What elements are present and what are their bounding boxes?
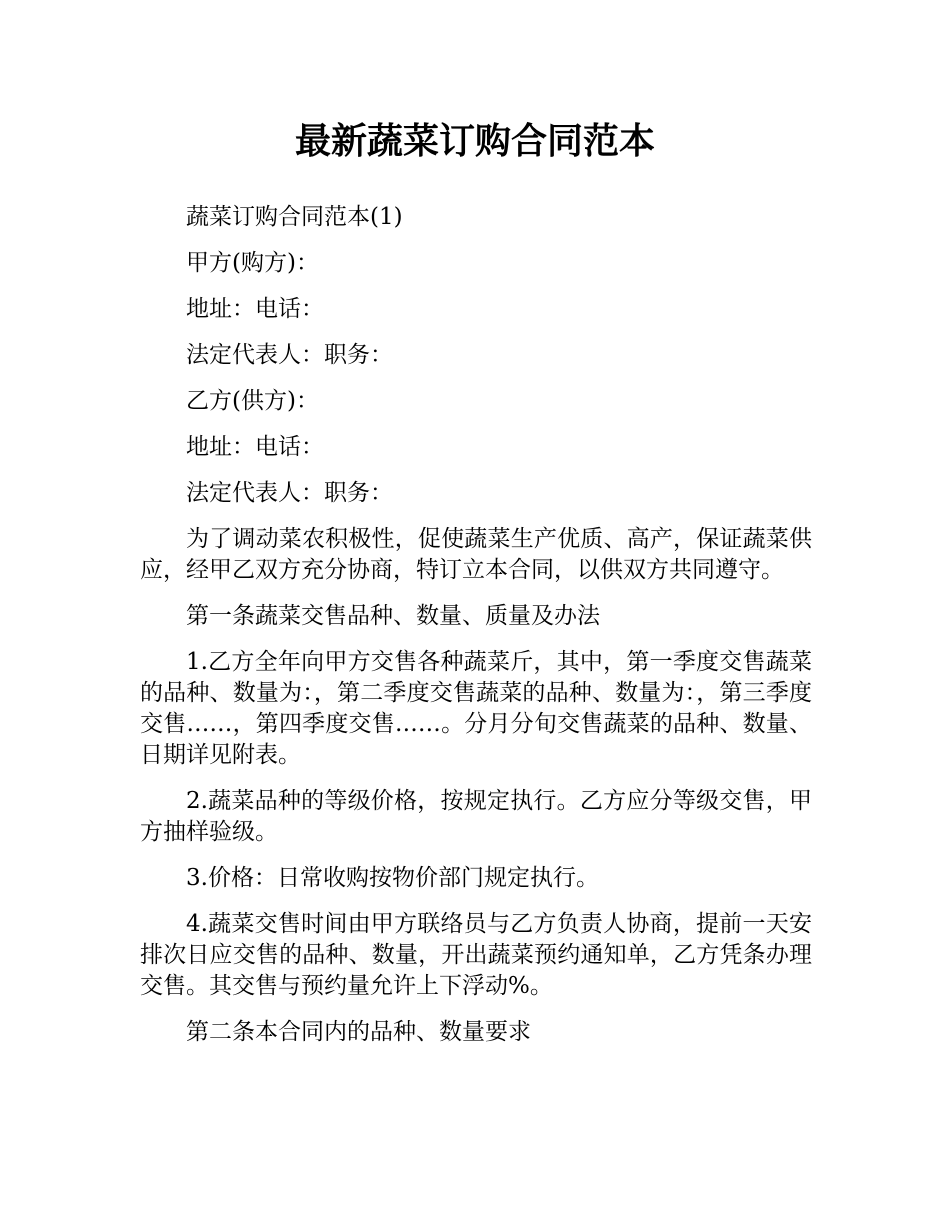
document-body — [140, 202, 812, 1063]
party-b-address-phone: 地址：电话： — [186, 434, 324, 460]
contract-subtitle: 蔬菜订购合同范本(1) — [186, 204, 403, 230]
article-2-heading: 第二条本合同内的品种、数量要求 — [186, 1019, 531, 1045]
party-b-label: 乙方(供方)： — [186, 388, 319, 414]
preamble-paragraph: 为了调动菜农积极性，促使蔬菜生产优质、高产，保证蔬菜供应，经甲乙双方充分协商，特订立本合同，以供双方共同遵守。 — [140, 526, 812, 583]
party-a-representative: 法定代表人：职务： — [186, 342, 393, 368]
article-1-clause-3: 3.价格：日常收购按物价部门规定执行。 — [186, 865, 599, 891]
page-title: 最新蔬菜订购合同范本 — [294, 121, 655, 162]
party-a-label: 甲方(购方)： — [186, 250, 319, 276]
article-1-heading: 第一条蔬菜交售品种、数量、质量及办法 — [186, 603, 600, 629]
article-1-clause-2: 2.蔬菜品种的等级价格，按规定执行。乙方应分等级交售，甲方抽样验级。 — [140, 788, 812, 845]
party-a-address-phone: 地址：电话： — [186, 296, 324, 322]
article-1-clause-1: 1.乙方全年向甲方交售各种蔬菜斤，其中，第一季度交售蔬菜的品种、数量为：，第二季度交售蔬菜的品种、数量为：，第三季度交售……，第四季度交售……。分月分旬交售蔬菜的品种、数量、日期详见附表。 — [140, 649, 812, 768]
article-1-clause-4: 4.蔬菜交售时间由甲方联络员与乙方负责人协商，提前一天安排次日应交售的品种、数量，开出蔬菜预约通知单，乙方凭条办理交售。其交售与预约量允许上下浮动%。 — [140, 911, 812, 999]
party-b-representative: 法定代表人：职务： — [186, 480, 393, 506]
